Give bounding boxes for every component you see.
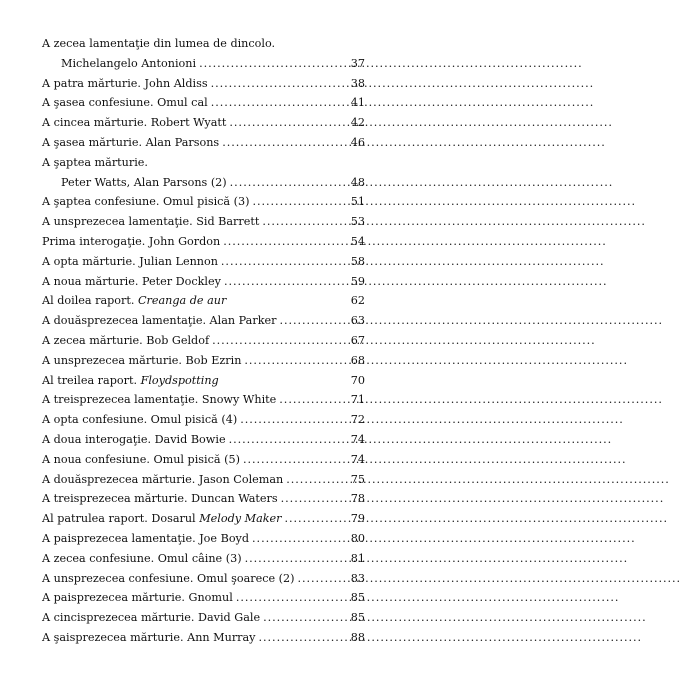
dot-leader (285, 509, 342, 529)
page-number: 70 (350, 373, 365, 387)
toc-entry-italic-title: Melody Maker (199, 512, 282, 526)
page-number: 67 (350, 333, 365, 347)
dot-leader (281, 489, 342, 509)
page-number: 80 (350, 531, 365, 545)
toc-entry-title: A zecea confesiune. Omul câine (3) (42, 551, 242, 565)
toc-entry[interactable] (42, 509, 365, 529)
toc-entry[interactable] (42, 489, 365, 509)
page-number: 51 (350, 195, 365, 209)
toc-entry-title-line (42, 529, 365, 549)
toc-entry-title: A treisprezecea lamentaţie. Snowy White (42, 393, 277, 407)
dot-leader (223, 232, 342, 252)
toc-entry-title-line (42, 34, 365, 54)
dot-leader (199, 54, 342, 74)
toc-entry-title-line (42, 509, 365, 529)
toc-entry-title-line (42, 450, 365, 470)
page-number: 54 (350, 234, 365, 248)
toc-entry-title: A şasea mărturie. Alan Parsons (42, 135, 220, 149)
toc-entry-title: A doua interogaţie. David Bowie (42, 432, 226, 446)
page-number: 81 (350, 551, 365, 565)
dot-leader (252, 529, 342, 549)
toc-entry-title: A unsprezecea confesiune. Omul şoarece (2) (42, 571, 295, 585)
toc-entry[interactable] (42, 93, 365, 113)
page-number: 88 (350, 630, 365, 644)
page-number: 78 (350, 492, 365, 506)
page-number: 75 (350, 472, 365, 486)
dot-leader (224, 272, 342, 292)
dot-leader (262, 212, 342, 232)
dot-leader (240, 410, 342, 430)
toc-entry[interactable] (42, 529, 365, 549)
page-number: 72 (350, 413, 365, 427)
toc-entry-title-line (42, 351, 365, 371)
toc-entry-title-line (42, 272, 365, 292)
toc-entry-title: A paisprezecea mărturie. Gnomul (42, 591, 233, 605)
toc-entry-continuation-line (42, 173, 365, 193)
toc-entry-title-line (42, 311, 365, 331)
dot-leader (263, 608, 342, 628)
toc-entry[interactable] (42, 133, 365, 153)
toc-entry[interactable] (42, 34, 365, 74)
page-number: 48 (350, 175, 365, 189)
toc-entry-continuation-line (42, 54, 365, 74)
page-number: 37 (350, 56, 365, 70)
toc-entry-title: A opta confesiune. Omul pisică (4) (42, 413, 238, 427)
dot-leader (279, 390, 342, 410)
toc-entry-italic-title: Floydspotting (140, 373, 219, 387)
toc-entry[interactable] (42, 430, 365, 450)
table-of-contents (42, 34, 365, 648)
toc-entry-title: Peter Watts, Alan Parsons (2) (61, 175, 227, 189)
dot-leader (236, 588, 342, 608)
toc-entry-title: A unsprezecea lamentaţie. Sid Barrett (42, 215, 260, 229)
dot-leader (245, 549, 342, 569)
toc-entry[interactable] (42, 470, 365, 490)
toc-entry-title: A opta mărturie. Julian Lennon (42, 254, 218, 268)
toc-entry-title: Al patrulea raport. Dosarul (42, 512, 200, 526)
toc-entry[interactable] (42, 628, 365, 648)
toc-entry[interactable] (42, 113, 365, 133)
toc-entry-title-line (42, 192, 365, 212)
toc-entry[interactable] (42, 331, 365, 351)
toc-entry-title: A şaisprezecea mărturie. Ann Murray (42, 630, 256, 644)
dot-leader (212, 331, 342, 351)
toc-entry-title: A şasea confesiune. Omul cal (42, 96, 208, 110)
toc-entry[interactable] (42, 569, 365, 589)
page-number: 68 (350, 353, 365, 367)
dot-leader (253, 192, 343, 212)
toc-entry-title: A cincisprezecea mărturie. David Gale (42, 611, 261, 625)
toc-entry-title-line (42, 371, 365, 391)
toc-entry-title-line (42, 549, 365, 569)
toc-entry[interactable] (42, 212, 365, 232)
toc-entry-title: A patra mărturie. John Aldiss (42, 76, 208, 90)
page-number: 85 (350, 611, 365, 625)
toc-entry[interactable] (42, 549, 365, 569)
toc-entry-title-line (42, 93, 365, 113)
toc-entry-title: A şaptea confesiune. Omul pisică (3) (42, 195, 250, 209)
page-number: 58 (350, 254, 365, 268)
toc-entry-title-line (42, 569, 365, 589)
toc-entry[interactable] (42, 74, 365, 94)
toc-entry-title: A unsprezecea mărturie. Bob Ezrin (42, 353, 242, 367)
toc-entry-title-line (42, 608, 365, 628)
toc-entry-title: A şaptea mărturie. (42, 155, 148, 169)
toc-entry[interactable] (42, 153, 365, 193)
toc-entry-title: A zecea mărturie. Bob Geldof (42, 333, 210, 347)
toc-entry[interactable] (42, 450, 365, 470)
dot-leader (279, 311, 342, 331)
dot-leader (230, 173, 342, 193)
toc-entry-title-line (42, 252, 365, 272)
toc-entry-title: A zecea lamentaţie din lumea de dincolo. (42, 37, 276, 50)
dot-leader (259, 628, 342, 648)
toc-entry-title-line (42, 232, 365, 252)
dot-leader (243, 450, 342, 470)
toc-entry[interactable] (42, 588, 365, 608)
toc-entry-title-line (42, 133, 365, 153)
toc-entry[interactable] (42, 252, 365, 272)
page-number: 42 (350, 116, 365, 130)
page-number: 83 (350, 571, 365, 585)
toc-entry-italic-title: Creanga de aur (137, 294, 227, 308)
toc-entry-title-line (42, 410, 365, 430)
toc-entry[interactable] (42, 371, 365, 391)
dot-leader (222, 133, 342, 153)
toc-entry[interactable] (42, 608, 365, 628)
toc-entry-title-line (42, 489, 365, 509)
toc-entry-title-line (42, 430, 365, 450)
toc-entry[interactable] (42, 272, 365, 292)
toc-entry-title-line (42, 628, 365, 648)
toc-entry-title-line (42, 113, 365, 133)
toc-entry[interactable] (42, 390, 365, 410)
toc-entry-title-line (42, 588, 365, 608)
toc-entry-title-line (42, 331, 365, 351)
toc-entry-title-line (42, 470, 365, 490)
page-number: 41 (350, 96, 365, 110)
dot-leader (244, 351, 342, 371)
toc-entry-title-line (42, 153, 365, 173)
dot-leader (229, 113, 342, 133)
toc-entry-title: Al treilea raport. (42, 373, 141, 387)
page-number: 63 (350, 314, 365, 328)
toc-entry[interactable] (42, 351, 365, 371)
dot-leader (286, 470, 342, 490)
dot-leader (211, 74, 342, 94)
page-number: 53 (350, 215, 365, 229)
toc-entry-title: A douăsprezecea mărturie. Jason Coleman (42, 472, 284, 486)
toc-entry-title-line (42, 291, 365, 311)
page-number: 79 (350, 512, 365, 526)
toc-entry-title-line (42, 74, 365, 94)
toc-entry-title: A paisprezecea lamentaţie. Joe Boyd (42, 531, 250, 545)
dot-leader (211, 93, 342, 113)
toc-entry[interactable] (42, 410, 365, 430)
toc-entry[interactable] (42, 192, 365, 212)
page-number: 62 (350, 294, 365, 308)
page-number: 74 (350, 432, 365, 446)
toc-entry-title: A cincea mărturie. Robert Wyatt (42, 116, 227, 130)
toc-entry[interactable] (42, 311, 365, 331)
toc-entry-title-wrap (42, 509, 282, 529)
toc-entry-title: A treisprezecea mărturie. Duncan Waters (42, 492, 278, 506)
toc-entry-title-line (42, 390, 365, 410)
toc-entry-title: Prima interogaţie. John Gordon (42, 234, 221, 248)
page-number: 74 (350, 452, 365, 466)
page-number: 46 (350, 135, 365, 149)
dot-leader (229, 430, 342, 450)
page-number: 71 (350, 393, 365, 407)
dot-leader (221, 252, 342, 272)
toc-entry[interactable] (42, 291, 365, 311)
page-number: 59 (350, 274, 365, 288)
toc-entry-title: A noua confesiune. Omul pisică (5) (42, 452, 240, 466)
toc-entry-title-wrap (42, 371, 219, 391)
toc-entry-title-wrap (42, 291, 226, 311)
toc-entry-title: Al doilea raport. (42, 294, 138, 308)
toc-entry-title-line (42, 212, 365, 232)
toc-entry-title: A noua mărturie. Peter Dockley (42, 274, 221, 288)
toc-entry[interactable] (42, 232, 365, 252)
page-number: 85 (350, 591, 365, 605)
dot-leader (298, 569, 343, 589)
toc-entry-title: Michelangelo Antonioni (61, 56, 197, 70)
toc-entry-title: A douăsprezecea lamentaţie. Alan Parker (42, 314, 277, 328)
page-number: 38 (350, 76, 365, 90)
